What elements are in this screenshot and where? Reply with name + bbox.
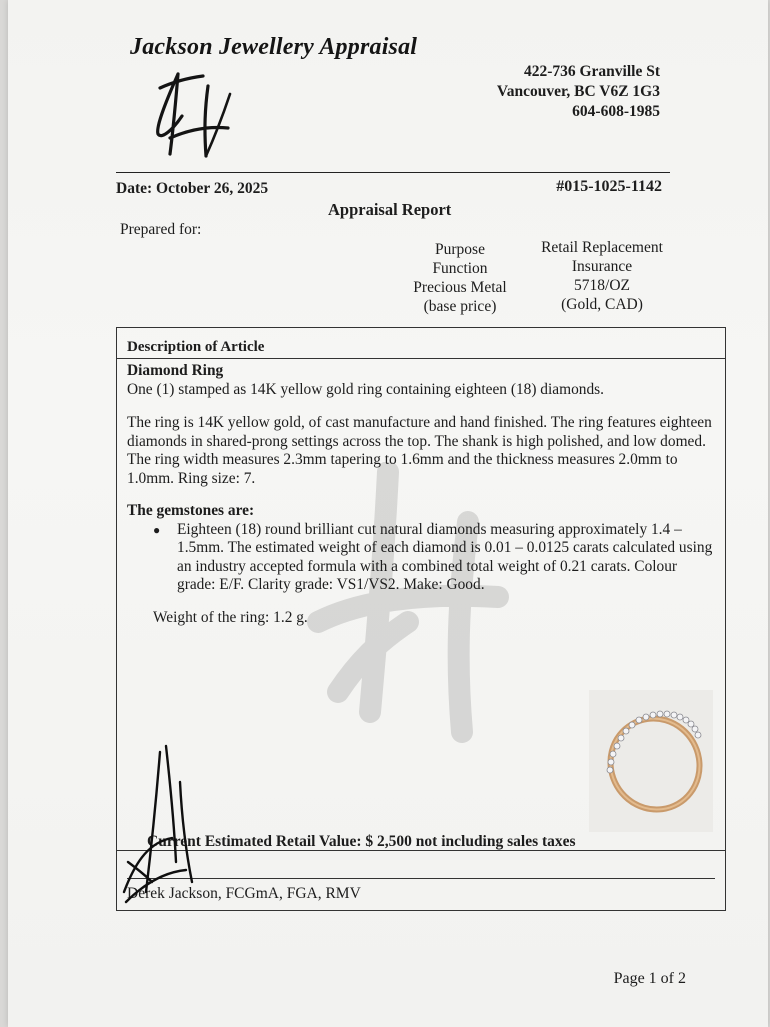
summary-value: (Gold, CAD) bbox=[561, 296, 643, 313]
summary-labels bbox=[400, 240, 520, 316]
address-line1: 422-736 Granville St bbox=[523, 63, 660, 80]
firm-address bbox=[497, 62, 660, 122]
description-body bbox=[127, 362, 715, 627]
retail-value: Current Estimated Retail Value: $ 2,500 not including sales taxes bbox=[147, 833, 576, 850]
page-number: Page 1 of 2 bbox=[613, 970, 686, 987]
summary-label: (base price) bbox=[423, 298, 497, 315]
summary-label: Precious Metal bbox=[413, 279, 507, 296]
description-header bbox=[117, 328, 725, 359]
prepared-for-label: Prepared for: bbox=[120, 221, 202, 238]
logo-monogram bbox=[148, 68, 238, 164]
article-intro: One (1) stamped as 14K yellow gold ring containing eighteen (18) diamonds. bbox=[127, 380, 605, 398]
summary-value: Insurance bbox=[571, 258, 633, 275]
summary-value: 5718/OZ bbox=[574, 277, 630, 294]
ring-photo bbox=[589, 690, 713, 832]
gemstone-item bbox=[127, 521, 715, 595]
article-title: Diamond Ring bbox=[127, 362, 224, 379]
description-header-label: Description of Article bbox=[127, 339, 265, 355]
report-date: Date: October 26, 2025 bbox=[116, 180, 269, 197]
summary-label: Function bbox=[432, 260, 488, 277]
header-divider bbox=[116, 172, 670, 173]
gemstone-text: Eighteen (18) round brilliant cut natural diamonds measuring approximately 1.4 – 1.5mm. The estimated weight of each diamond is 0.01 – 0.0125 carats calculated using an industry accepted formula with a combined total weight of 0.21 carats. Colour grade: E/F. Clarity grade: VS1/VS2. Make: Good. bbox=[177, 520, 713, 593]
summary-label: Purpose bbox=[435, 241, 485, 258]
ring-weight: Weight of the ring: 1.2 g. bbox=[153, 608, 308, 626]
address-line2: Vancouver, BC V6Z 1G3 bbox=[496, 83, 660, 100]
bullet-icon: ● bbox=[153, 522, 161, 537]
phone-number: 604-608-1985 bbox=[572, 103, 660, 120]
appraisal-page bbox=[8, 0, 768, 1027]
gemstones-heading: The gemstones are: bbox=[127, 502, 255, 519]
article-details: The ring is 14K yellow gold, of cast manufacture and hand finished. The ring features eighteen diamonds in shared-prong settings across the top. The shank is high polished, and low domed. The ring width measures 2.3mm tapering to 1.6mm and the thickness measures 2.0mm to 1.0mm. Ring size: 7. bbox=[127, 414, 712, 487]
report-number: #015-1025-1142 bbox=[556, 178, 662, 195]
summary-value: Retail Replacement bbox=[541, 239, 663, 256]
handwritten-signature bbox=[116, 742, 216, 912]
appraiser-name: Derek Jackson, FCGmA, FGA, RMV bbox=[127, 885, 361, 902]
firm-name: Jackson Jewellery Appraisal bbox=[130, 34, 418, 60]
summary-values bbox=[530, 238, 674, 314]
report-title: Appraisal Report bbox=[328, 200, 452, 219]
